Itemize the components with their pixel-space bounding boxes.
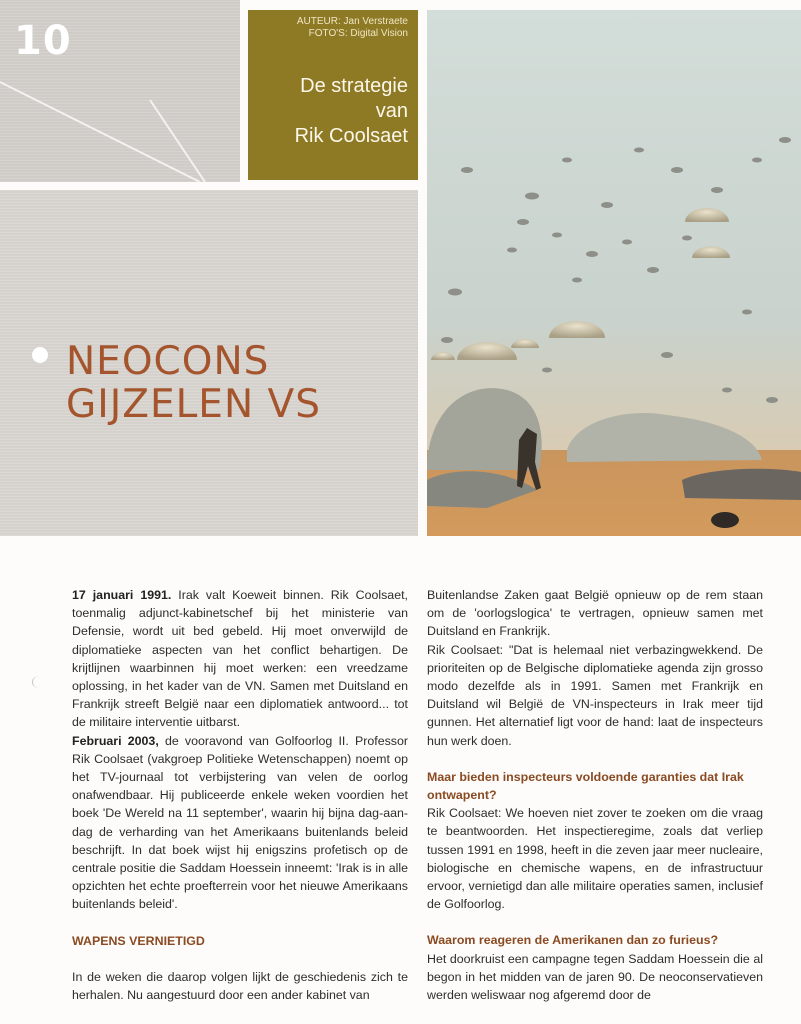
paragraph-2 xyxy=(72,732,408,914)
paragraph-4: Buitenlandse Zaken gaat België opnieuw op de rem staan om de 'oorlogslogica' te vertragen, opnieuw samen met Duitsland en Frankrijk. xyxy=(427,588,763,639)
subtitle-line-1: De strategie xyxy=(300,75,408,97)
title-panel xyxy=(248,10,418,180)
paragraph-1-text: Irak valt Koeweit binnen. Rik Coolsaet, toenmalig adjunct-kabinetschef bij het ministerie van Defensie, wordt uit bed gebeld. Hij moet onverwijld de diplomatieke aspecten van het conflict behartigen. De krijtlijnen waarbinnen hij moet werken: een vreedzame oplossing, in het kader van de VN. Samen met Duitsland en Frankrijk streeft België naar een diplomatiek antwoord... tot de militaire interventie uitbarst. xyxy=(72,588,408,730)
subtitle-line-3: Rik Coolsaet xyxy=(294,125,408,147)
spacer xyxy=(427,750,763,768)
headline xyxy=(66,340,321,426)
parachute-scene-illustration xyxy=(427,10,801,536)
author-credit: AUTEUR: Jan Verstraete xyxy=(296,16,408,27)
paragraph-6: Rik Coolsaet: We hoeven niet zover te zoeken om die vraag te beantwoorden. Het inspectieregime, zoals dat verliep tussen 1991 en 1998, heeft in die zeven jaar meer nucleaire, biologische en chemische wapens, en de infrastructuur ervoor, vernietigd dan alle militaire operaties samen, inclusief de Golfoorlog. xyxy=(427,806,763,912)
parachutes-photo xyxy=(427,10,801,536)
headline-line-1: NEOCONS xyxy=(66,339,270,384)
subtitle-line-2: van xyxy=(375,100,408,122)
headline-line-2: GIJZELEN VS xyxy=(66,382,321,427)
article-column-right xyxy=(427,586,763,1004)
paragraph-5: Rik Coolsaet: "Dat is helemaal niet verbazingwekkend. De prioriteiten op de Belgische diplomatieke agenda zijn grosso modo dezelfde als in 1991. Samen met Frankrijk en Duitsland wil België de VN-inspecteurs in Irak meer tijd gunnen. Het alternatief ligt voor de hand: laat de inspecteurs hun werk doen. xyxy=(427,642,763,748)
question-2: Waarom reageren de Amerikanen dan zo furieus? xyxy=(427,933,719,948)
bullet-dot-icon xyxy=(32,347,48,363)
article-column-left xyxy=(72,586,408,1004)
paragraph-2-text: de vooravond van Golfoorlog II. Professor Rik Coolsaet (vakgroep Politieke Wetenschappen) noemt op het TV-journaal tot verbijstering van velen de oorlog onafwendbaar. Hij publiceerde enkele weken voordien het boek 'De Wereld na 11 september', waarin hij bijna dag-aan-dag de verharding van het Amerikaans buitenlands beleid beschrijft. In dat boek wijst hij enigszins profetisch op de centrale positie die Saddam Hoessein inneemt: 'Irak is in alle opzichten het echte proefterrein voor het nieuwe Amerikaans buitenlands beleid'. xyxy=(72,733,408,912)
paragraph-1-lead: 17 januari 1991. xyxy=(72,588,172,602)
credits xyxy=(297,16,408,40)
paragraph-2-lead: Februari 2003, xyxy=(72,733,159,748)
page-curl-mark xyxy=(32,676,45,688)
spacer xyxy=(72,914,408,932)
header-texture-panel xyxy=(0,0,240,182)
section-heading-wapens: WAPENS VERNIETIGD xyxy=(72,933,205,948)
subtitle xyxy=(295,74,408,149)
spacer xyxy=(427,913,763,931)
paragraph-1 xyxy=(72,586,408,732)
question-1: Maar bieden inspecteurs voldoende garanties dat Irak ontwapent? xyxy=(427,769,744,803)
page-number: 10 xyxy=(14,18,72,64)
spacer xyxy=(72,950,408,968)
paragraph-7: Het doorkruist een campagne tegen Saddam Hoessein die al begon in het midden van de jaren 90. De neoconservatieven werden weliswaar nog afgeremd door de xyxy=(427,951,763,1003)
paragraph-3: In de weken die daarop volgen lijkt de geschiedenis zich te herhalen. Nu aangestuurd door een ander kabinet van xyxy=(72,969,408,1003)
photo-credit: FOTO'S: Digital Vision xyxy=(308,28,408,39)
